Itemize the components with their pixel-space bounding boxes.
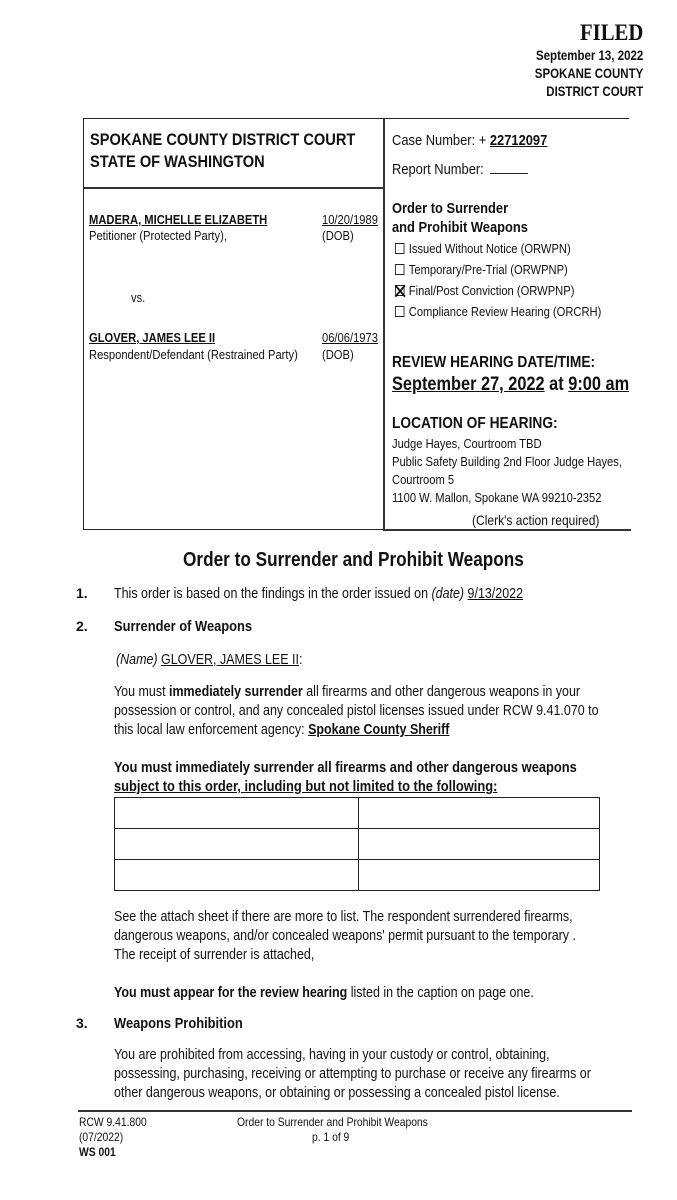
footer-rule: [78, 1110, 632, 1112]
order-type-title: [392, 199, 528, 237]
petitioner-role: Petitioner (Protected Party),: [89, 228, 227, 243]
table-row: [115, 829, 600, 860]
checkbox-checked[interactable]: [395, 285, 404, 296]
p4-bold: You must appear for the review hearing: [114, 985, 348, 1001]
p3-line1: See the attach sheet if there are more to list. The respondent surrendered firearms,: [114, 909, 573, 925]
order-type-options: [395, 238, 601, 322]
table-cell[interactable]: [115, 798, 359, 829]
table-cell[interactable]: [115, 829, 359, 860]
filed-stamp: [511, 20, 643, 100]
option-compliance-review[interactable]: [395, 301, 601, 322]
case-number-label: Case Number: +: [392, 132, 487, 149]
p1-line3: this local law enforcement agency:: [114, 722, 305, 738]
name-label: (Name): [116, 652, 158, 668]
review-date: September 27, 2022: [392, 374, 545, 395]
agency-name: Spokane County Sheriff: [308, 722, 450, 738]
section-3-number: 3.: [76, 1015, 88, 1031]
option-label: Compliance Review Hearing (ORCRH): [408, 304, 602, 319]
checkbox[interactable]: [395, 264, 404, 275]
respondent-dob: 06/06/1973: [322, 330, 378, 345]
footer-page: p. 1 of 9: [312, 1130, 350, 1144]
p1-pre: You must: [114, 684, 166, 700]
location-line1: Judge Hayes, Courtroom TBD: [392, 436, 542, 451]
s3-line1: You are prohibited from accessing, having in your custody or control, obtaining,: [114, 1047, 550, 1063]
section-3-title: Weapons Prohibition: [114, 1015, 243, 1032]
petitioner-dob: 10/20/1989: [322, 212, 378, 227]
p3-line3: The receipt of surrender is attached,: [114, 947, 315, 963]
report-number-blank: [490, 173, 528, 174]
p1-bold: immediately surrender: [168, 684, 303, 700]
option-temporary-pretrial[interactable]: [395, 259, 601, 280]
section-2-paragraph-1: [114, 683, 599, 740]
p4-rest: listed in the caption on page one.: [350, 985, 534, 1001]
checkbox[interactable]: [395, 243, 404, 254]
order-title: Order to Surrender and Prohibit Weapons: [183, 549, 524, 571]
footer-form-info: [79, 1115, 147, 1160]
table-row: [115, 860, 600, 891]
case-number: [392, 131, 547, 150]
court-name-line1: SPOKANE COUNTY DISTRICT COURT: [90, 130, 356, 149]
location-details: [392, 435, 622, 507]
section-2-title: Surrender of Weapons: [114, 618, 253, 635]
section-2-paragraph-3: [114, 908, 576, 965]
review-hearing-datetime: [392, 373, 629, 397]
footer-rcw: RCW 9.41.800: [79, 1115, 147, 1129]
weapons-table: [114, 797, 600, 891]
petitioner-dob-label: (DOB): [322, 228, 354, 243]
table-cell[interactable]: [359, 798, 600, 829]
review-hearing-heading: REVIEW HEARING DATE/TIME:: [392, 354, 596, 371]
table-cell[interactable]: [359, 860, 600, 891]
location-heading: LOCATION OF HEARING:: [392, 415, 558, 432]
footer-form-id: WS 001: [79, 1145, 116, 1159]
section-1-body: This order is based on the findings in the order issued on: [114, 586, 429, 602]
checkbox[interactable]: [395, 306, 404, 317]
location-line4: 1100 W. Mallon, Spokane WA 99210-2352: [392, 490, 602, 505]
table-row: [115, 798, 600, 829]
p1-line2: possession or control, and any concealed pistol licenses issued under RCW 9.41.070 to: [114, 703, 599, 719]
section-3-paragraph: [114, 1046, 591, 1103]
filed-title: FILED: [579, 20, 643, 45]
p1-rest: all firearms and other dangerous weapons in your: [306, 684, 581, 700]
order-type-title-line2: and Prohibit Weapons: [392, 219, 528, 236]
section-2-name-line: (Name) GLOVER, JAMES LEE II:: [116, 652, 303, 668]
section-2-number: 2.: [76, 618, 88, 634]
court-divider: [83, 187, 384, 189]
filed-court: DISTRICT COURT: [546, 83, 643, 99]
location-line2: Public Safety Building 2nd Floor Judge Hayes,: [392, 454, 622, 469]
option-issued-without-notice[interactable]: [395, 238, 601, 259]
order-type-title-line1: Order to Surrender: [392, 200, 509, 217]
respondent-dob-label: (DOB): [322, 347, 354, 362]
section-2-paragraph-2: [114, 758, 577, 796]
p2-line1: You must immediately surrender all firearms and other dangerous weapons: [114, 759, 577, 776]
location-line3: Courtroom 5: [392, 472, 455, 487]
respondent-name-ref: GLOVER, JAMES LEE II: [161, 652, 299, 668]
filed-date: September 13, 2022: [535, 47, 643, 63]
section-1-number: 1.: [76, 585, 88, 601]
caption-bottom-rule: [383, 529, 631, 531]
section-1-text: [114, 585, 523, 604]
versus-label: vs.: [131, 290, 146, 305]
clerk-note: (Clerk's action required): [472, 512, 600, 528]
option-label: Temporary/Pre-Trial (ORWPNP): [408, 262, 568, 277]
report-number-label: Report Number:: [392, 161, 484, 178]
respondent-role: Respondent/Defendant (Restrained Party): [89, 347, 298, 362]
option-label: Issued Without Notice (ORWPN): [408, 241, 571, 256]
p2-line2: subject to this order, including but not limited to the following:: [114, 778, 498, 795]
option-final-post-conviction[interactable]: [395, 280, 601, 301]
section-1-date-label: (date): [431, 586, 465, 602]
section-1-date: 9/13/2022: [467, 586, 524, 602]
p3-line2: dangerous weapons, and/or concealed weapons' permit pursuant to the temporary .: [114, 928, 576, 944]
report-number: [392, 160, 528, 179]
court-name-line2: STATE OF WASHINGTON: [90, 152, 265, 171]
filed-county: SPOKANE COUNTY: [534, 65, 643, 81]
table-cell[interactable]: [115, 860, 359, 891]
caption-divider: [383, 118, 385, 530]
review-time: 9:00 am: [568, 374, 630, 395]
table-cell[interactable]: [359, 829, 600, 860]
review-at: at: [549, 374, 564, 395]
respondent-name: GLOVER, JAMES LEE II: [89, 330, 216, 345]
case-number-value: 22712097: [489, 132, 548, 149]
s3-line2: possessing, purchasing, receiving or attempting to purchase or receive any firearms or: [114, 1066, 591, 1082]
option-label: Final/Post Conviction (ORWPNP): [408, 283, 575, 298]
s3-line3: other dangerous weapons, or obtaining or possessing a concealed pistol license.: [114, 1085, 560, 1101]
footer-title: Order to Surrender and Prohibit Weapons: [237, 1115, 428, 1129]
section-2-paragraph-4: [114, 984, 534, 1003]
petitioner-name: MADERA, MICHELLE ELIZABETH: [89, 212, 268, 227]
footer-form-date: (07/2022): [79, 1130, 124, 1144]
